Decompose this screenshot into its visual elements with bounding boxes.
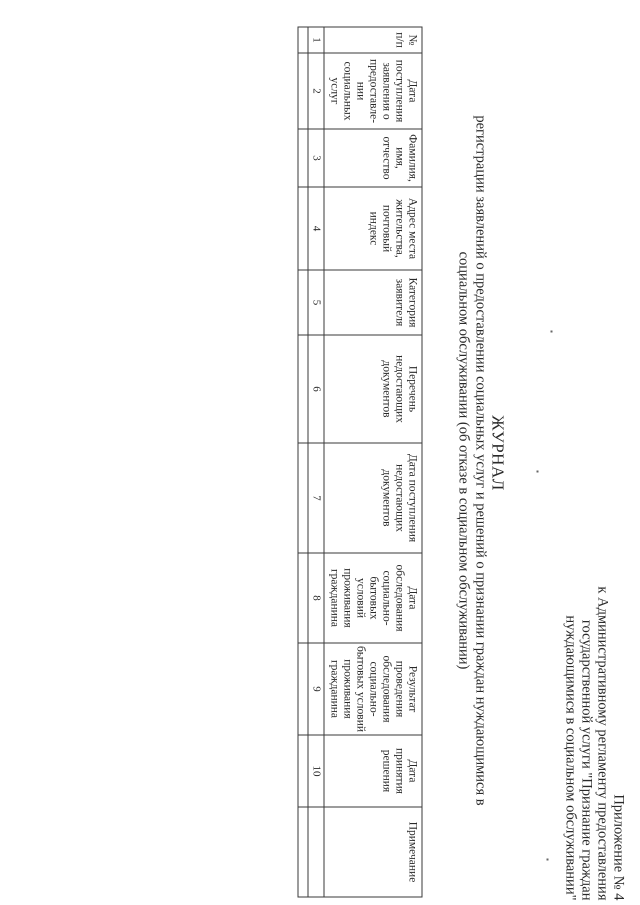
column-number: 6 [308, 335, 324, 443]
column-number: 4 [308, 187, 324, 270]
table-header-row [324, 27, 422, 897]
column-header: Фамилия, имя, отчество [324, 129, 422, 187]
appendix-line: к Административному регламенту предоставления [594, 585, 610, 900]
table-cell [298, 270, 308, 335]
table-cell [298, 53, 308, 129]
column-number-row [308, 27, 324, 897]
table-cell [298, 735, 308, 807]
column-header: Дата поступления недостающих документов [324, 443, 422, 553]
table-cell [298, 553, 308, 643]
document-title: ЖУРНАЛ [488, 414, 507, 491]
column-number: 10 [308, 735, 324, 807]
table-cell [298, 807, 308, 897]
column-number: 2 [308, 53, 324, 129]
subtitle-line: социальном обслуживании (об отказе в социальном обслуживании) [455, 251, 471, 669]
column-header: Категория заявителя [324, 270, 422, 335]
table-row [298, 27, 308, 897]
column-header: Дата принятия решения [324, 735, 422, 807]
table-cell [298, 187, 308, 270]
appendix-line: нуждающимися в социальном обслуживании" [562, 614, 578, 900]
table-cell [298, 129, 308, 187]
column-header: Результат проведения обследования социально-бытовых условий проживания гражданина [324, 643, 422, 735]
column-number: 7 [308, 443, 324, 553]
column-number: 8 [308, 553, 324, 643]
scan-speck [536, 470, 538, 472]
column-number: 9 [308, 643, 324, 735]
journal-table [297, 26, 422, 897]
column-header: Перечень недостающих документов [324, 335, 422, 443]
column-number: 1 [308, 27, 324, 53]
table-cell [298, 643, 308, 735]
table-cell [298, 27, 308, 53]
column-header: Адрес места жительства, почтовый индекс [324, 187, 422, 270]
appendix-note [562, 120, 626, 900]
scan-speck [550, 330, 552, 332]
column-number: 3 [308, 129, 324, 187]
appendix-line: государственной услуги "Признание граждан [578, 619, 594, 900]
table-cell [298, 443, 308, 553]
document-subtitle [454, 100, 488, 820]
column-header: № п/п [324, 27, 422, 53]
appendix-line: Приложение № 4 [610, 793, 626, 900]
column-number: 5 [308, 270, 324, 335]
column-header: Дата поступления заявления о предоставле-нии социальных услуг [324, 53, 422, 129]
subtitle-line: регистрации заявлений о предоставлении социальных услуг и решений о признании граждан нуждающимися в [472, 114, 488, 806]
scan-speck [546, 858, 548, 860]
column-header: Дата обследования социально-бытовых условий проживания гражданина [324, 553, 422, 643]
table-cell [298, 335, 308, 443]
column-number [308, 807, 324, 897]
column-header: Примечание [324, 807, 422, 897]
